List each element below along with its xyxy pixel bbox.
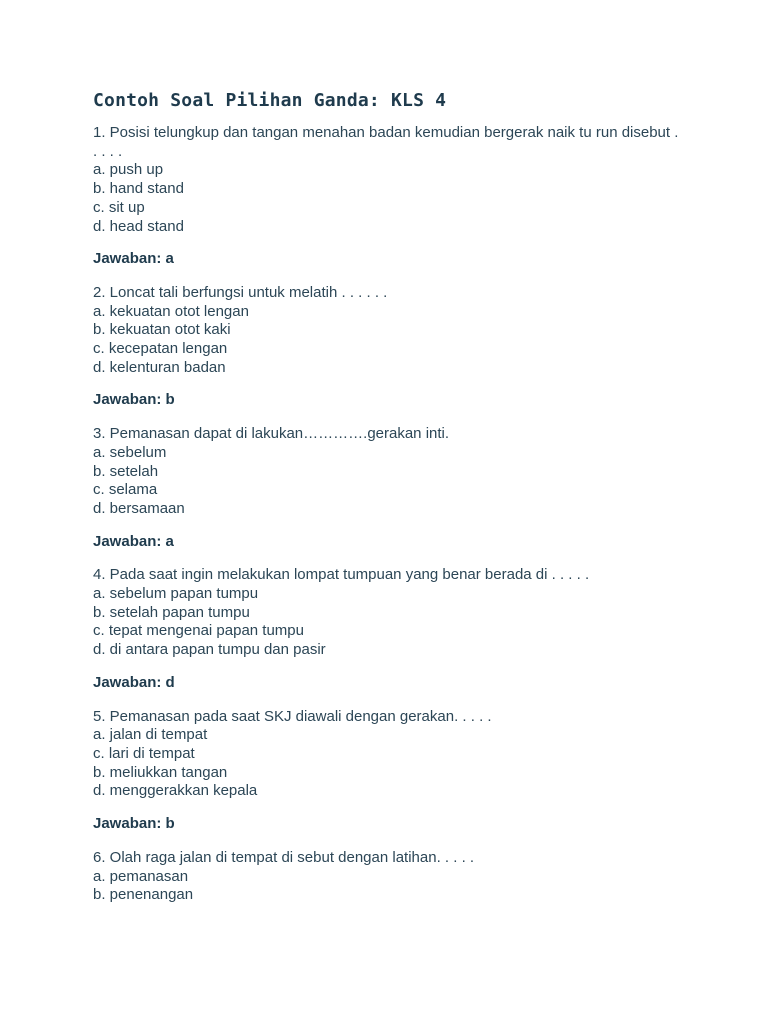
- option-c: c. selama: [93, 481, 158, 499]
- question-text: 3. Pemanasan dapat di lakukan………….gerakan inti.: [93, 425, 450, 443]
- option-d: d. menggerakkan kepala: [93, 782, 258, 800]
- option-c: c. tepat mengenai papan tumpu: [93, 622, 304, 640]
- option-a: a. kekuatan otot lengan: [93, 302, 249, 320]
- answer-label: Jawaban: a: [93, 250, 174, 268]
- answer-label: Jawaban: a: [93, 532, 174, 550]
- question-text: 1. Posisi telungkup dan tangan menahan badan kemudian bergerak naik tu run disebut . . . . .: [93, 124, 679, 160]
- option-a: a. sebelum papan tumpu: [93, 585, 259, 603]
- document-page: [93, 88, 693, 905]
- option-b: b. setelah papan tumpu: [93, 603, 250, 621]
- option-c: c. sit up: [93, 198, 145, 216]
- question-text: 4. Pada saat ingin melakukan lompat tumpuan yang benar berada di . . . . .: [93, 566, 590, 584]
- question-1: [93, 124, 693, 269]
- option-d: d. bersamaan: [93, 499, 185, 517]
- option-a: a. sebelum: [93, 443, 167, 461]
- option-a: a. push up: [93, 161, 164, 179]
- answer-label: Jawaban: b: [93, 815, 175, 833]
- option-c: c. lari di tempat: [93, 744, 195, 762]
- question-text: 5. Pemanasan pada saat SKJ diawali dengan gerakan. . . . .: [93, 707, 492, 725]
- answer-label: Jawaban: b: [93, 391, 175, 409]
- option-b: b. meliukkan tangan: [93, 763, 228, 781]
- question-2: [93, 284, 693, 410]
- option-b: b. penenangan: [93, 886, 194, 904]
- document-title: Contoh Soal Pilihan Ganda: KLS 4: [93, 90, 447, 111]
- question-3: [93, 425, 693, 551]
- option-a: a. jalan di tempat: [93, 726, 208, 744]
- question-text: 2. Loncat tali berfungsi untuk melatih . . . . . .: [93, 283, 388, 301]
- question-4: [93, 566, 693, 692]
- option-b: b. kekuatan otot kaki: [93, 321, 231, 339]
- option-d: d. head stand: [93, 217, 184, 235]
- option-b: b. setelah: [93, 462, 159, 480]
- question-6: [93, 849, 693, 905]
- answer-label: Jawaban: d: [93, 673, 175, 691]
- option-a: a. pemanasan: [93, 867, 189, 885]
- question-text: 6. Olah raga jalan di tempat di sebut dengan latihan. . . . .: [93, 848, 475, 866]
- option-d: d. kelenturan badan: [93, 358, 226, 376]
- option-c: c. kecepatan lengan: [93, 340, 228, 358]
- option-b: b. hand stand: [93, 180, 184, 198]
- option-d: d. di antara papan tumpu dan pasir: [93, 641, 326, 659]
- question-5: [93, 708, 693, 834]
